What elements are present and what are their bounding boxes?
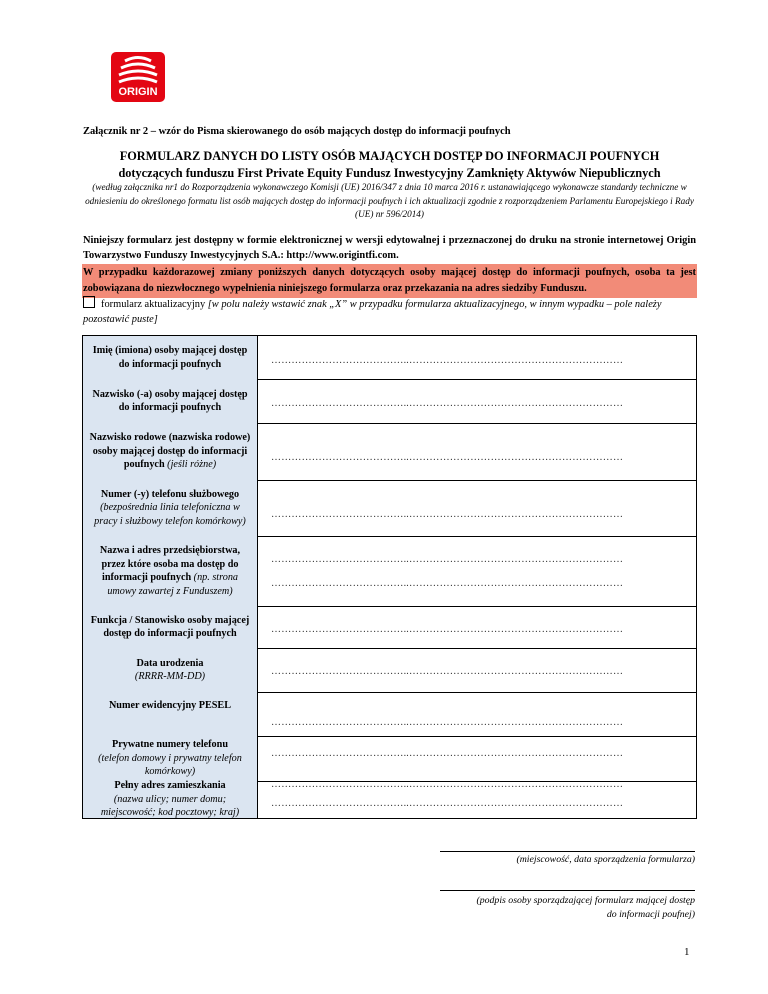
position-field[interactable]: …………………………………..……………………………………………………… [271,624,624,635]
field-label-text: Pełny adres zamieszkania [114,780,226,792]
company-address-field-line1[interactable]: …………………………………..……………………………………………………… [271,554,624,565]
field-label [83,781,258,818]
field-label [83,606,258,648]
table-row [83,536,696,607]
field-label-hint: (jeśli różne) [167,459,217,471]
page-number: 1 [684,946,690,958]
regulation-note: (według załącznika nr1 do Rozporządzenia wykonawczego Komisji (UE) 2016/347 z dnia 10 marca 2016 r. ustanawiającego wykonawcze standardy techniczne w odniesieniu do określonego formatu list osób mających dostęp do informacji poufnych i ich aktualizacji zgodnie z rozporządzeniem Parlamentu Europejskiego i Rady (UE) nr 596/2014) [85,182,694,219]
birth-surname-field[interactable]: …………………………………..……………………………………………………… [271,452,624,463]
field-label-hint: (nazwa ulicy; numer domu; miejscowość; kod pocztowy; kraj) [100,793,240,819]
form-subtitle: dotyczących funduszu First Private Equity Fundusz Inwestycyjny Zamknięty Aktywów Niepublicznych [118,166,661,180]
place-date-caption: (miejscowość, data sporządzenia formularza) [516,854,695,865]
birth-date-field[interactable]: …………………………………..……………………………………………………… [271,666,624,677]
field-label [83,423,258,480]
field-label [83,692,258,736]
table-row [83,781,696,818]
update-form-line [83,296,696,327]
update-form-checkbox[interactable] [83,296,95,308]
annex-heading: Załącznik nr 2 – wzór do Pisma skierowanego do osób mających dostęp do informacji poufnych [83,126,511,137]
person-signature-line[interactable] [440,890,695,891]
field-label-text: Imię (imiona) osoby mającej dostęp do informacji poufnych [92,345,248,370]
work-phone-field[interactable]: …………………………………..……………………………………………………… [271,509,624,520]
field-label-hint: (np. strona umowy zawartej z Funduszem) [107,572,239,597]
field-label-text: Numer ewidencyjny PESEL [108,700,232,711]
field-label [83,480,258,536]
table-row [83,379,696,424]
personal-data-table [82,335,697,819]
field-label-text: Funkcja / Stanowisko osoby mającej dostęp do informacji poufnych [90,614,250,639]
table-row [83,648,696,693]
field-label-hint: (telefon domowy i prywatny telefon komórkowy) [98,752,242,778]
home-address-field-line1[interactable]: …………………………………..……………………………………………………… [271,779,624,790]
field-label-text: Data urodzenia [136,657,204,669]
origin-logo-text: ORIGIN [118,86,158,98]
update-obligation-warning: W przypadku każdorazowej zmiany poniższych danych dotyczących osoby mającej dostęp do informacji poufnych, osoba ta jest zobowiązana do niezwłocznego wypełnienia niniejszego formularza oraz przekazania na adres siedziby Funduszu. [82,264,697,298]
field-label-text: Nazwisko rodowe (nazwiska rodowe) osoby mającej dostęp do informacji poufnych [89,432,251,471]
table-row [83,336,696,380]
field-label-hint: (RRRR-MM-DD) [134,671,206,682]
home-address-field-line2[interactable]: …………………………………..……………………………………………………… [271,798,624,809]
field-label-text: Nazwisko (-a) osoby mającej dostęp do informacji poufnych [92,388,248,413]
company-address-field-line2[interactable]: …………………………………..……………………………………………………… [271,578,624,589]
origin-logo [111,52,165,102]
field-label-hint: (bezpośrednia linia telefoniczna w pracy i służbowy telefon komórkowy) [94,502,246,527]
field-label [83,379,258,423]
person-signature-caption: (podpis osoby sporządzającej formularz mającej dostęp do informacji poufnej) [476,895,695,920]
field-label-text: Prywatne numery telefonu [111,739,228,751]
private-phone-field[interactable]: …………………………………..……………………………………………………… [271,748,624,759]
pesel-field[interactable]: …………………………………..……………………………………………………… [271,717,624,728]
place-date-signature-line[interactable] [440,851,695,852]
field-label [83,648,258,692]
field-label [83,536,258,606]
table-row [83,423,696,481]
availability-notice: Niniejszy formularz jest dostępny w formie elektronicznej w wersji edytowalnej i przeznaczonej do druku na stronie internetowej Origin Towarzystwo Funduszy Inwestycyjnych S.A.: http://www.origintfi.com. [83,235,696,261]
first-name-field[interactable]: …………………………………..……………………………………………………… [271,355,624,366]
form-title: FORMULARZ DANYCH DO LISTY OSÓB MAJĄCYCH DOSTĘP DO INFORMACJI POUFNYCH [119,149,660,163]
table-row [83,606,696,649]
field-label [83,336,258,379]
table-row [83,692,696,737]
update-form-instruction: [w polu należy wstawić znak „X” w przypadku formularza aktualizacyjnego, w innym wypadku – pole należy pozostawić puste] [83,299,662,325]
field-label-text: Numer (-y) telefonu służbowego [100,488,240,500]
table-row [83,736,696,782]
table-row [83,480,696,537]
field-label-text: Nazwa i adres przedsiębiorstwa, przez które osoba ma dostęp do informacji poufnych [99,545,241,583]
update-form-label: formularz aktualizacyjny [101,299,206,310]
surname-field[interactable]: …………………………………..……………………………………………………… [271,398,624,409]
field-label [83,736,258,781]
